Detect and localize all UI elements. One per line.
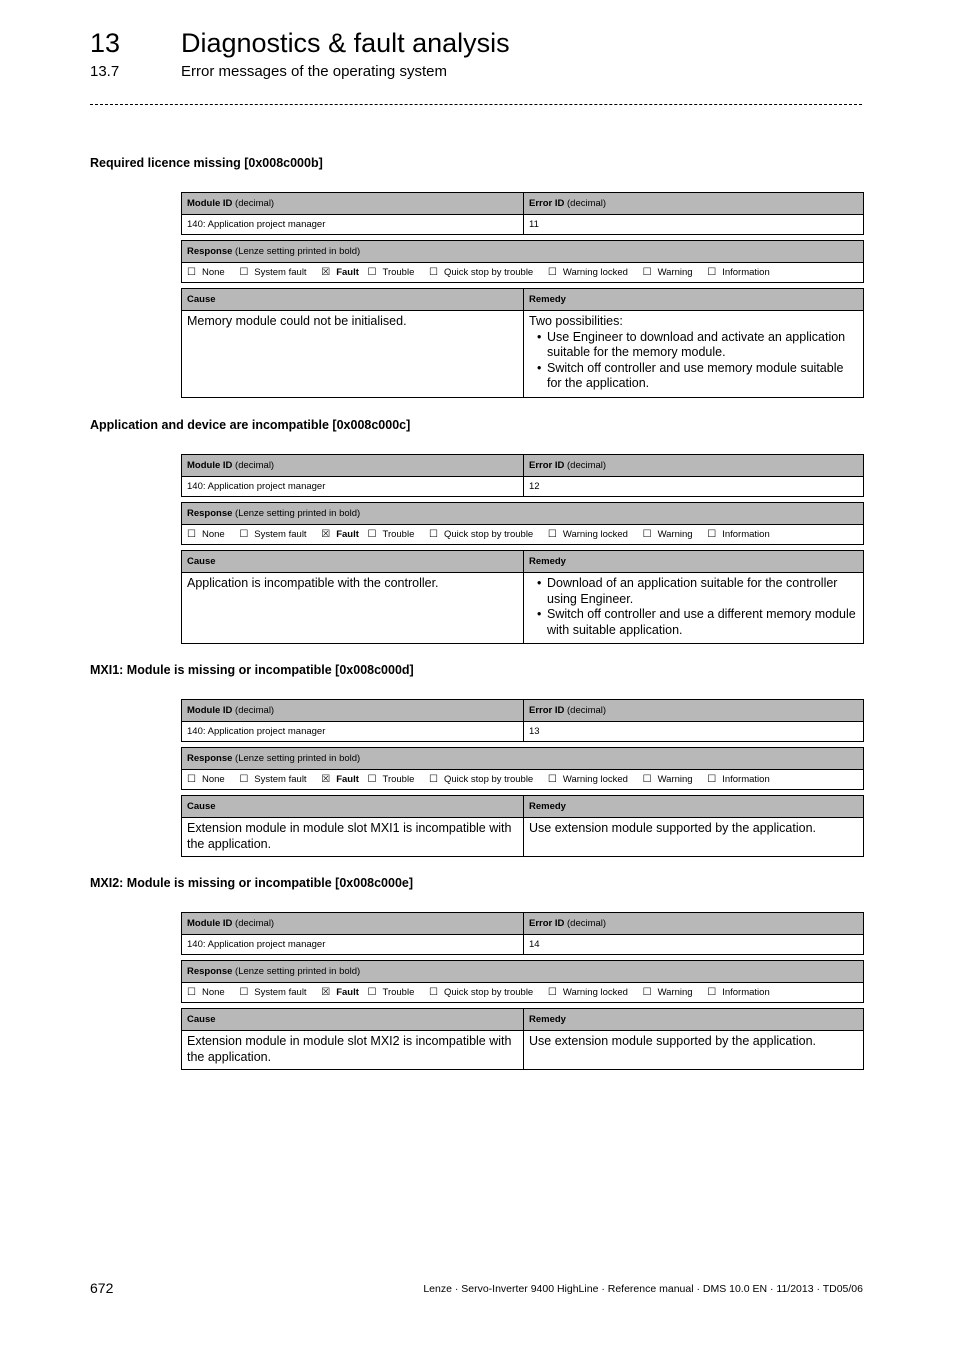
checkbox-checked-icon: ☒ <box>321 987 331 998</box>
checkbox-unchecked-icon: ☐ <box>707 987 717 998</box>
chapter-title: Diagnostics & fault analysis <box>181 28 510 58</box>
module-id-value: 140: Application project manager <box>182 477 524 497</box>
cause-header: Cause <box>182 551 524 573</box>
response-option: ☐ Quick stop by trouble <box>429 267 534 278</box>
module-error-table <box>181 699 864 742</box>
module-id-header: Module ID (decimal) <box>182 913 524 935</box>
checkbox-checked-icon: ☒ <box>321 774 331 785</box>
module-id-header: Module ID (decimal) <box>182 700 524 722</box>
response-table <box>181 747 864 790</box>
checkbox-unchecked-icon: ☐ <box>239 987 249 998</box>
response-table <box>181 502 864 545</box>
remedy-item: • Download of an application suitable for the controller using Engineer. <box>547 576 858 607</box>
remedy-header: Remedy <box>524 551 864 573</box>
error-id-header: Error ID (decimal) <box>524 913 864 935</box>
module-id-header: Module ID (decimal) <box>182 455 524 477</box>
checkbox-unchecked-icon: ☐ <box>547 267 557 278</box>
response-options <box>182 263 864 283</box>
response-option: ☐ Warning locked <box>547 529 628 540</box>
checkbox-unchecked-icon: ☐ <box>367 529 377 540</box>
response-option: ☐ None <box>187 987 225 998</box>
response-header: Response (Lenze setting printed in bold) <box>182 503 864 525</box>
response-option: ☐ Warning <box>642 774 693 785</box>
remedy-header: Remedy <box>524 796 864 818</box>
checkbox-unchecked-icon: ☐ <box>187 529 196 540</box>
checkbox-unchecked-icon: ☐ <box>547 774 557 785</box>
checkbox-unchecked-icon: ☐ <box>642 774 652 785</box>
checkbox-unchecked-icon: ☐ <box>239 774 249 785</box>
checkbox-unchecked-icon: ☐ <box>707 774 717 785</box>
response-option: ☐ Quick stop by trouble <box>429 529 534 540</box>
cause-remedy-table <box>181 1008 864 1070</box>
response-option: ☐ Trouble <box>367 987 415 998</box>
response-option: ☐ Warning <box>642 267 693 278</box>
checkbox-unchecked-icon: ☐ <box>642 529 652 540</box>
response-option: ☐ None <box>187 529 225 540</box>
error-title: MXI1: Module is missing or incompatible [0x008c000d] <box>90 663 414 677</box>
checkbox-unchecked-icon: ☐ <box>429 774 438 785</box>
cause-text: Extension module in module slot MXI1 is incompatible with the application. <box>182 818 524 857</box>
error-id-value: 12 <box>524 477 864 497</box>
response-options <box>182 525 864 545</box>
cause-header: Cause <box>182 289 524 311</box>
checkbox-checked-icon: ☒ <box>321 529 331 540</box>
response-option: ☐ Warning <box>642 987 693 998</box>
response-option: ☐ Information <box>707 774 770 785</box>
checkbox-unchecked-icon: ☐ <box>239 267 249 278</box>
footer-doc-info: Lenze · Servo-Inverter 9400 HighLine · Reference manual · DMS 10.0 EN · 11/2013 · TD05/06 <box>423 1283 863 1295</box>
response-option: ☐ Information <box>707 987 770 998</box>
error-id-header: Error ID (decimal) <box>524 455 864 477</box>
remedy-cell <box>524 573 864 644</box>
cause-remedy-table <box>181 795 864 857</box>
module-error-table <box>181 454 864 497</box>
remedy-item: • Use Engineer to download and activate an application suitable for the memory module. <box>547 330 858 361</box>
module-id-header: Module ID (decimal) <box>182 193 524 215</box>
response-option: ☒ Fault <box>321 774 359 785</box>
checkbox-unchecked-icon: ☐ <box>187 774 196 785</box>
checkbox-unchecked-icon: ☐ <box>547 529 557 540</box>
response-option: ☐ System fault <box>239 267 307 278</box>
remedy-item: • Switch off controller and use memory module suitable for the application. <box>547 361 858 392</box>
remedy-text: Use extension module supported by the application. <box>524 1031 864 1070</box>
error-title: Required licence missing [0x008c000b] <box>90 156 323 170</box>
cause-remedy-table <box>181 288 864 398</box>
page-number: 672 <box>90 1280 114 1296</box>
checkbox-unchecked-icon: ☐ <box>239 529 249 540</box>
header-divider <box>90 104 862 105</box>
checkbox-unchecked-icon: ☐ <box>367 987 377 998</box>
checkbox-unchecked-icon: ☐ <box>429 529 438 540</box>
response-options <box>182 983 864 1003</box>
module-error-table <box>181 912 864 955</box>
cause-header: Cause <box>182 796 524 818</box>
checkbox-unchecked-icon: ☐ <box>642 987 652 998</box>
checkbox-unchecked-icon: ☐ <box>367 774 377 785</box>
section-number: 13.7 <box>90 63 120 80</box>
checkbox-unchecked-icon: ☐ <box>707 267 717 278</box>
checkbox-unchecked-icon: ☐ <box>187 267 196 278</box>
checkbox-unchecked-icon: ☐ <box>429 267 438 278</box>
cause-remedy-table <box>181 550 864 644</box>
cause-text: Application is incompatible with the controller. <box>182 573 524 644</box>
remedy-text: Use extension module supported by the application. <box>524 818 864 857</box>
response-table <box>181 960 864 1003</box>
response-option: ☐ Warning locked <box>547 267 628 278</box>
error-title: MXI2: Module is missing or incompatible [0x008c000e] <box>90 876 414 890</box>
remedy-header: Remedy <box>524 289 864 311</box>
chapter-number: 13 <box>90 28 121 58</box>
checkbox-checked-icon: ☒ <box>321 267 331 278</box>
module-id-value: 140: Application project manager <box>182 935 524 955</box>
response-option: ☐ Quick stop by trouble <box>429 987 534 998</box>
checkbox-unchecked-icon: ☐ <box>547 987 557 998</box>
response-option: ☐ Information <box>707 267 770 278</box>
checkbox-unchecked-icon: ☐ <box>367 267 377 278</box>
response-options <box>182 770 864 790</box>
cause-text: Memory module could not be initialised. <box>182 311 524 398</box>
module-id-value: 140: Application project manager <box>182 215 524 235</box>
remedy-intro: Two possibilities: <box>529 314 623 328</box>
remedy-cell <box>524 311 864 398</box>
cause-header: Cause <box>182 1009 524 1031</box>
response-option: ☐ System fault <box>239 774 307 785</box>
checkbox-unchecked-icon: ☐ <box>707 529 717 540</box>
error-id-value: 11 <box>524 215 864 235</box>
response-header: Response (Lenze setting printed in bold) <box>182 748 864 770</box>
error-title: Application and device are incompatible [0x008c000c] <box>90 418 411 432</box>
response-option: ☒ Fault <box>321 987 359 998</box>
module-error-table <box>181 192 864 235</box>
response-table <box>181 240 864 283</box>
response-option: ☐ Trouble <box>367 774 415 785</box>
remedy-item: • Switch off controller and use a different memory module with suitable application. <box>547 607 858 638</box>
response-option: ☒ Fault <box>321 529 359 540</box>
checkbox-unchecked-icon: ☐ <box>429 987 438 998</box>
module-id-value: 140: Application project manager <box>182 722 524 742</box>
checkbox-unchecked-icon: ☐ <box>187 987 196 998</box>
response-option: ☐ Warning locked <box>547 774 628 785</box>
response-option: ☐ Quick stop by trouble <box>429 774 534 785</box>
remedy-header: Remedy <box>524 1009 864 1031</box>
response-option: ☐ None <box>187 774 225 785</box>
error-id-header: Error ID (decimal) <box>524 193 864 215</box>
response-option: ☐ System fault <box>239 987 307 998</box>
error-id-value: 13 <box>524 722 864 742</box>
response-option: ☐ Trouble <box>367 267 415 278</box>
checkbox-unchecked-icon: ☐ <box>642 267 652 278</box>
section-title: Error messages of the operating system <box>181 63 447 80</box>
response-option: ☒ Fault <box>321 267 359 278</box>
response-option: ☐ Trouble <box>367 529 415 540</box>
cause-text: Extension module in module slot MXI2 is incompatible with the application. <box>182 1031 524 1070</box>
error-id-header: Error ID (decimal) <box>524 700 864 722</box>
response-option: ☐ Information <box>707 529 770 540</box>
response-option: ☐ Warning locked <box>547 987 628 998</box>
response-option: ☐ Warning <box>642 529 693 540</box>
response-header: Response (Lenze setting printed in bold) <box>182 961 864 983</box>
response-header: Response (Lenze setting printed in bold) <box>182 241 864 263</box>
error-id-value: 14 <box>524 935 864 955</box>
response-option: ☐ None <box>187 267 225 278</box>
response-option: ☐ System fault <box>239 529 307 540</box>
